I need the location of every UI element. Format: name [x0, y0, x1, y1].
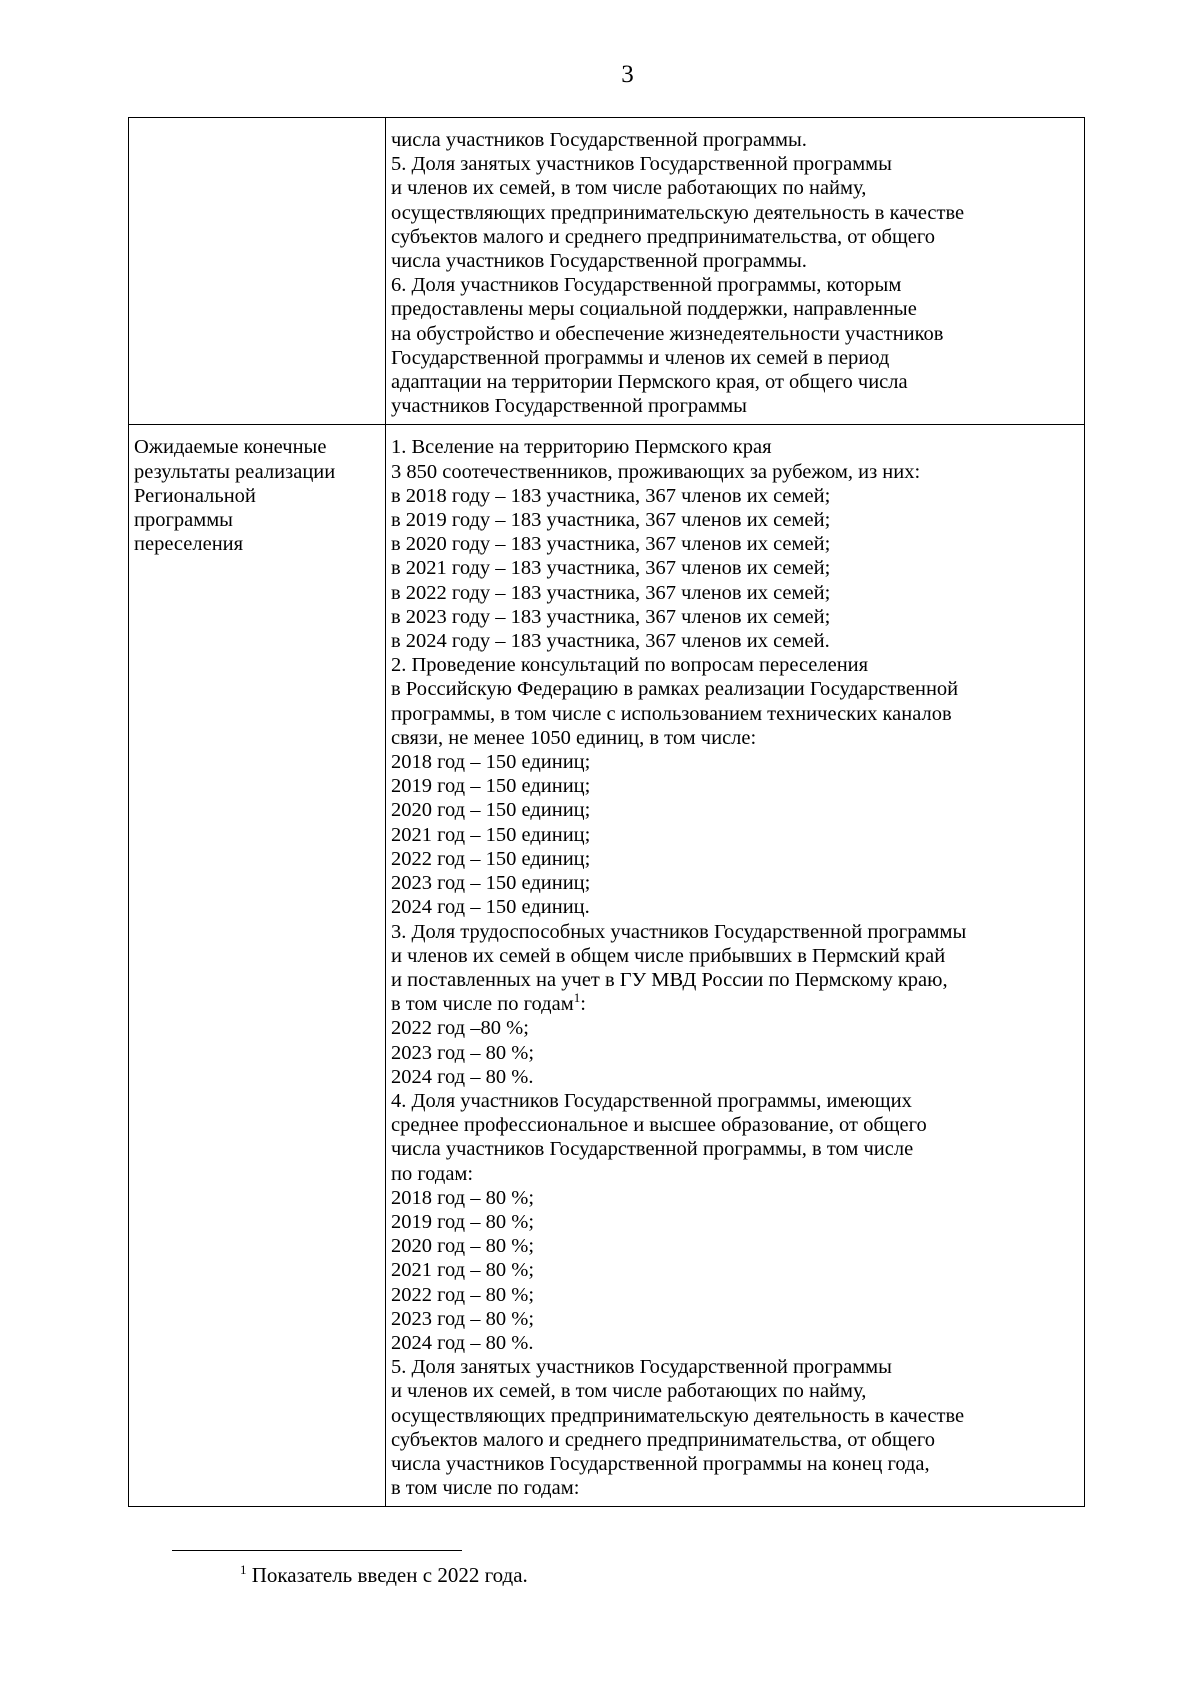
text-line: участников Государственной программы [391, 395, 747, 418]
content-lines [391, 1016, 1080, 1500]
page-number: 3 [621, 61, 634, 88]
text-line: числа участников Государственной программы. [391, 129, 807, 151]
text-line: 5. Доля занятых участников Государственной программы [391, 1356, 892, 1379]
text-line: программы, в том числе с использованием технических каналов [391, 702, 952, 725]
label-lines [134, 435, 381, 556]
row-label-cell [129, 425, 386, 1507]
footnote-text: Показатель введен с 2022 года. [251, 1563, 528, 1587]
content-line-with-footnote: в том числе по годам$^1$: [391, 990, 586, 1016]
text-line: связи, не менее 1050 единиц, в том числе: [391, 726, 757, 749]
text-line: среднее профессиональное и высшее образование, от общего [391, 1114, 927, 1137]
text-line: числа участников Государственной программы на конец года, [391, 1452, 930, 1475]
text-line: 2023 год – 150 единиц; [391, 872, 591, 895]
text-line: и членов их семей, в том числе работающих по найму, [391, 177, 867, 200]
program-passport-table [128, 117, 1085, 1507]
text-line: 2020 год – 150 единиц; [391, 799, 591, 822]
text-line: в Российскую Федерацию в рамках реализации Государственной [391, 678, 959, 701]
text-line: в 2020 году – 183 участника, 367 членов их семей; [391, 533, 831, 556]
text-line: числа участников Государственной программы. [391, 250, 807, 273]
text-line: переселения [134, 533, 244, 556]
text-line: предоставлены меры социальной поддержки, направленные [391, 298, 917, 321]
text-line: 2021 год – 80 %; [391, 1259, 535, 1282]
text-line: 3. Доля трудоспособных участников Государственной программы [391, 920, 967, 943]
text-line: осуществляющих предпринимательскую деятельность в качестве [391, 201, 965, 224]
text-line: числа участников Государственной программы, в том числе [391, 1138, 914, 1161]
text-line: по годам: [391, 1162, 474, 1185]
text-line: в 2021 году – 183 участника, 367 членов их семей; [391, 557, 831, 580]
text-line: 2. Проведение консультаций по вопросам переселения [391, 654, 869, 677]
footnote [240, 1562, 528, 1588]
text-line: 2018 год – 80 %; [391, 1186, 535, 1209]
footnote-reference: 1 [573, 990, 581, 1006]
table-row [129, 425, 1085, 1507]
text-line: в 2019 году – 183 участника, 367 членов их семей; [391, 509, 831, 532]
text-line: Региональной [134, 484, 256, 507]
text-line: 2024 год – 150 единиц. [391, 896, 590, 919]
text-line: и членов их семей, в том числе работающих по найму, [391, 1380, 867, 1403]
text-line: 2022 год – 80 %; [391, 1283, 535, 1306]
text-line: Ожидаемые конечные [134, 436, 327, 459]
text-line: 2022 год –80 %; [391, 1017, 529, 1040]
text-line: 2020 год – 80 %; [391, 1235, 535, 1258]
row-content-cell [386, 425, 1085, 1507]
text-line: 2023 год – 80 %; [391, 1041, 535, 1064]
text-line: в 2023 году – 183 участника, 367 членов их семей; [391, 605, 831, 628]
text-line: 4. Доля участников Государственной программы, имеющих [391, 1089, 912, 1112]
row-label-cell [129, 118, 386, 425]
text-line: 2019 год – 150 единиц; [391, 775, 591, 798]
text-line: 2018 год – 150 единиц; [391, 751, 591, 774]
text-line: субъектов малого и среднего предпринимательства, от общего [391, 225, 936, 248]
text-line: 1. Вселение на территорию Пермского края [391, 436, 772, 459]
text-line: адаптации на территории Пермского края, от общего числа [391, 371, 908, 394]
text-line: и членов их семей в общем числе прибывших в Пермский край [391, 944, 946, 967]
text-line: 2019 год – 80 %; [391, 1210, 535, 1233]
text-line: субъектов малого и среднего предпринимательства, от общего [391, 1428, 936, 1451]
text-line: в 2018 году – 183 участника, 367 членов их семей; [391, 484, 831, 507]
text-line: 2023 год – 80 %; [391, 1307, 535, 1330]
table-row [129, 118, 1085, 425]
text-line: 3 850 соотечественников, проживающих за рубежом, из них: [391, 460, 921, 483]
text-line: и поставленных на учет в ГУ МВД России по Пермскому краю, [391, 968, 948, 991]
text-line: программы [134, 509, 233, 532]
text-line: в 2022 году – 183 участника, 367 членов их семей; [391, 581, 831, 604]
text-line: 5. Доля занятых участников Государственной программы [391, 153, 892, 176]
text-line: 2024 год – 80 %. [391, 1331, 534, 1354]
content-lines [391, 128, 1080, 418]
row-content-cell [386, 118, 1085, 425]
content-lines [391, 435, 1080, 992]
footnote-separator [172, 1550, 462, 1551]
footnote-mark: 1 [240, 1562, 247, 1577]
text-line: 6. Доля участников Государственной программы, которым [391, 274, 902, 297]
text-line: в том числе по годам: [391, 1477, 580, 1500]
text-line: на обустройство и обеспечение жизнедеятельности участников [391, 322, 944, 345]
text-line: в 2024 году – 183 участника, 367 членов их семей. [391, 630, 830, 653]
text-line: 2021 год – 150 единиц; [391, 823, 591, 846]
text-line: 2022 год – 150 единиц; [391, 847, 591, 870]
text-line: 2024 год – 80 %. [391, 1065, 534, 1088]
text-line: результаты реализации [134, 460, 336, 483]
text-line: осуществляющих предпринимательскую деятельность в качестве [391, 1404, 965, 1427]
text-line: Государственной программы и членов их семей в период [391, 346, 890, 369]
